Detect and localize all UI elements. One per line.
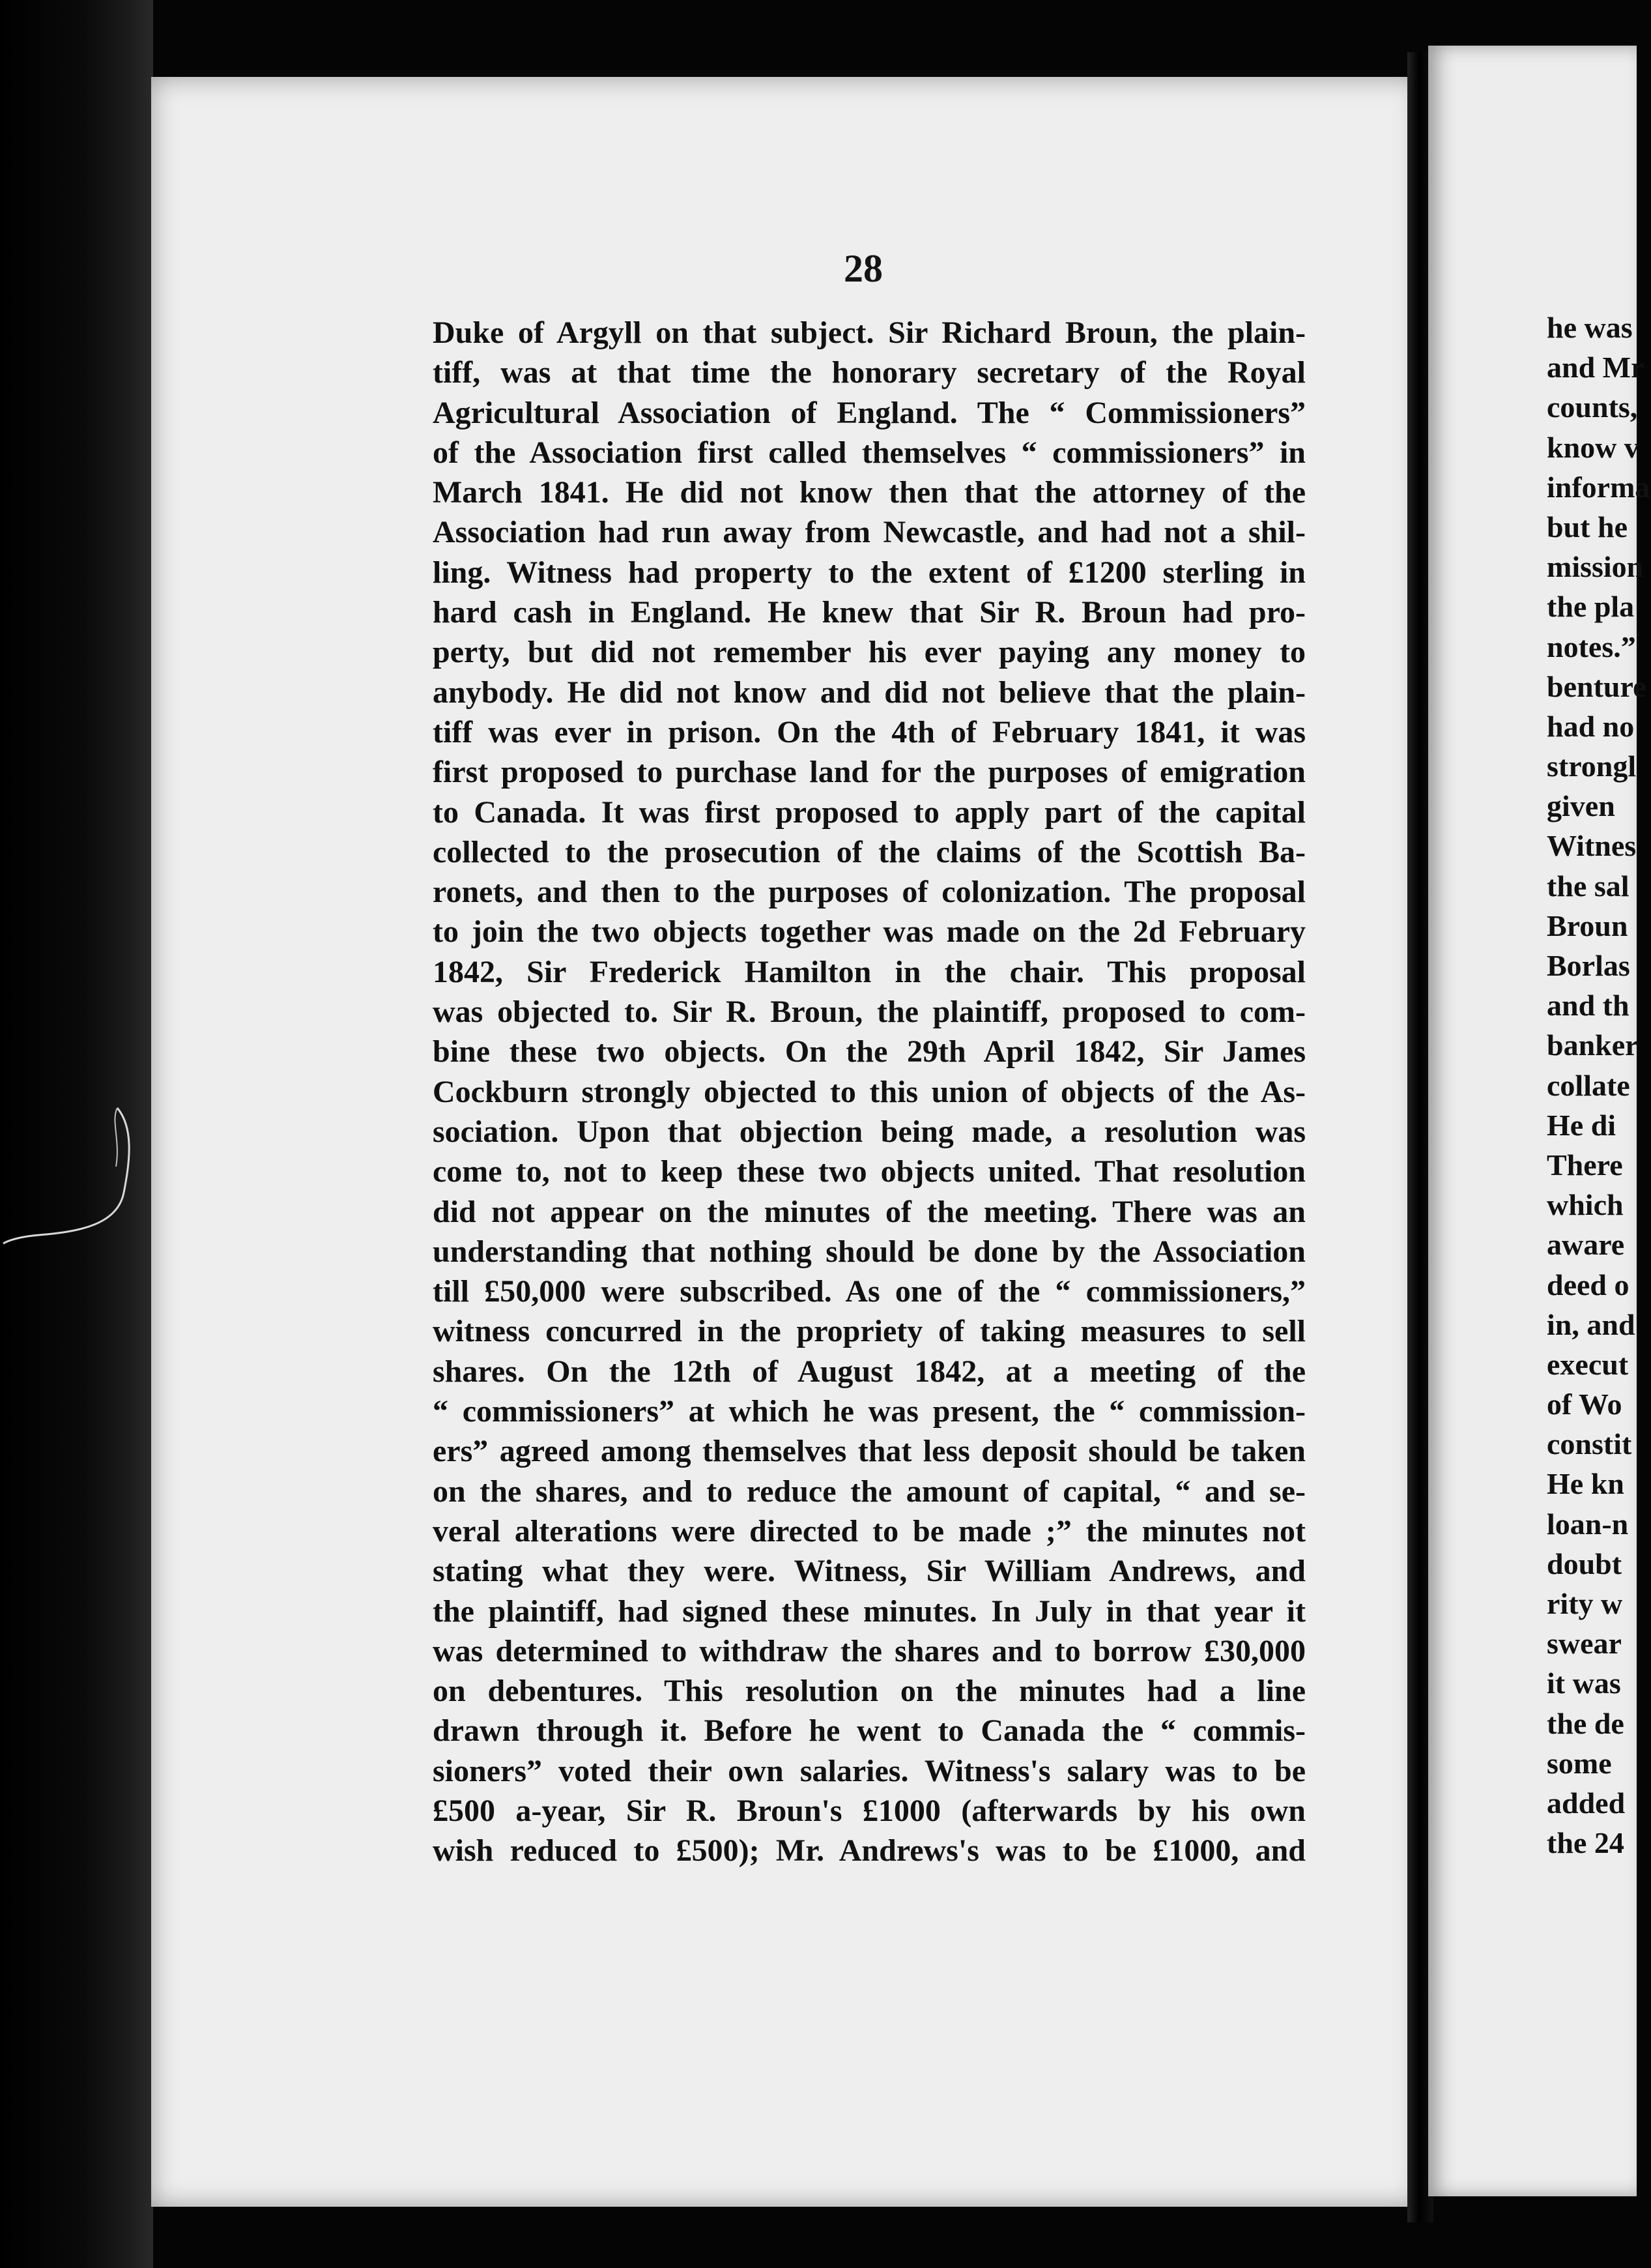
text-line: the plaintiff, had signed these minutes. In July in that year it — [433, 1593, 1306, 1629]
text-line: shares. On the 12th of August 1842, at a meeting of the — [433, 1354, 1306, 1389]
text-line: perty, but did not remember his ever paying any money to — [433, 635, 1306, 670]
text-line: £500 a-year, Sir R. Broun's £1000 (afterwards by his own — [433, 1793, 1306, 1828]
text-line: anybody. He did not know and did not believe that the plain- — [433, 675, 1306, 710]
facing-text-line: Borlas — [1547, 949, 1630, 982]
facing-text-line: the pla — [1547, 590, 1635, 624]
facing-text-line: which — [1547, 1188, 1624, 1222]
text-line: tiff, was at that time the honorary secretary of the Royal — [433, 355, 1306, 390]
text-line: witness concurred in the propriety of taking measures to sell — [433, 1314, 1306, 1349]
facing-text-line: and th — [1547, 989, 1629, 1023]
text-line: ling. Witness had property to the extent of £1200 sterling in — [433, 555, 1306, 590]
facing-text-line: some — [1547, 1746, 1612, 1780]
facing-page-text — [1547, 308, 1651, 1863]
page-number: 28 — [844, 247, 883, 290]
facing-text-line: Witnes — [1547, 829, 1637, 863]
text-line: understanding that nothing should be done by the Association — [433, 1234, 1306, 1269]
text-line: till £50,000 were subscribed. As one of the “ commissioners,” — [433, 1274, 1306, 1309]
facing-text-line: of Wo — [1547, 1388, 1622, 1421]
text-line: Cockburn strongly objected to this union of objects of the As- — [433, 1074, 1306, 1109]
text-line: to Canada. It was first proposed to apply part of the capital — [433, 794, 1306, 830]
facing-text-line: benture — [1547, 669, 1646, 703]
text-line: come to, not to keep these two objects united. That resolution — [433, 1154, 1306, 1189]
text-line: was objected to. Sir R. Broun, the plaintiff, proposed to com- — [433, 995, 1306, 1030]
page-body-text — [433, 313, 1306, 1871]
facing-text-line: the sal — [1547, 869, 1629, 903]
facing-text-line: counts, — [1547, 390, 1638, 424]
facing-text-line: deed o — [1547, 1268, 1629, 1301]
facing-text-line: doubt — [1547, 1547, 1622, 1580]
facing-text-line: had no — [1547, 709, 1635, 743]
facing-text-line: but he — [1547, 510, 1628, 544]
text-line: tiff was ever in prison. On the 4th of February 1841, it was — [433, 714, 1306, 749]
facing-text-line: loan-n — [1547, 1507, 1629, 1541]
facing-text-line: strongl — [1547, 749, 1637, 783]
facing-text-line: Broun — [1547, 909, 1628, 942]
facing-text-line: it was — [1547, 1666, 1621, 1700]
text-line: first proposed to purchase land for the purposes of emigration — [433, 755, 1306, 790]
text-line: collected to the prosecution of the claims of the Scottish Ba- — [433, 834, 1306, 869]
facing-text-line: He kn — [1547, 1467, 1624, 1501]
facing-text-line: swear — [1547, 1627, 1622, 1661]
facing-text-line: rity w — [1547, 1587, 1623, 1620]
text-line: did not appear on the minutes of the meeting. There was an — [433, 1194, 1306, 1229]
facing-text-line: added — [1547, 1786, 1626, 1820]
text-line: wish reduced to £500); Mr. Andrews's was to be £1000, and — [433, 1833, 1306, 1868]
text-line: on debentures. This resolution on the minutes had a line — [433, 1674, 1306, 1709]
facing-text-line: given — [1547, 789, 1615, 823]
facing-text-line: he was — [1547, 311, 1633, 344]
text-line: ronets, and then to the purposes of colonization. The proposal — [433, 875, 1306, 910]
facing-text-line: banker — [1547, 1028, 1639, 1062]
text-line: veral alterations were directed to be made ;” the minutes not — [433, 1513, 1306, 1548]
text-line: March 1841. He did not know then that the attorney of the — [433, 475, 1306, 510]
facing-text-line: execut — [1547, 1347, 1629, 1381]
text-line: on the shares, and to reduce the amount of capital, “ and se- — [433, 1474, 1306, 1509]
facing-text-line: the 24 — [1547, 1826, 1624, 1860]
text-line: ers” agreed among themselves that less deposit should be taken — [433, 1434, 1306, 1469]
text-line: Association had run away from Newcastle, and had not a shil- — [433, 515, 1306, 550]
text-line: of the Association first called themselves “ commissioners” in — [433, 435, 1306, 470]
text-line: stating what they were. Witness, Sir William Andrews, and — [433, 1554, 1306, 1589]
text-line: to join the two objects together was made on the 2d February — [433, 914, 1306, 950]
facing-text-line: the de — [1547, 1706, 1624, 1740]
text-line: “ commissioners” at which he was present, the “ commission- — [433, 1394, 1306, 1429]
text-line: 1842, Sir Frederick Hamilton in the chair. This proposal — [433, 954, 1306, 989]
facing-text-line: and Mr — [1547, 351, 1644, 385]
facing-text-line: mission — [1547, 550, 1644, 584]
facing-text-line: notes.” — [1547, 630, 1636, 663]
facing-text-line: aware — [1547, 1228, 1625, 1262]
facing-text-line: informa — [1547, 470, 1650, 504]
text-line: was determined to withdraw the shares and to borrow £30,000 — [433, 1633, 1306, 1668]
facing-text-line: in, and — [1547, 1307, 1635, 1341]
facing-text-line: He di — [1547, 1108, 1616, 1142]
text-line: Agricultural Association of England. The “ Commissioners” — [433, 395, 1306, 430]
text-line: sioners” voted their own salaries. Witness's salary was to be — [433, 1753, 1306, 1788]
facing-text-line: collate — [1547, 1068, 1630, 1102]
facing-text-line: There — [1547, 1148, 1623, 1182]
facing-text-line: know v — [1547, 430, 1639, 464]
text-line: bine these two objects. On the 29th April 1842, Sir James — [433, 1034, 1306, 1069]
text-line: Duke of Argyll on that subject. Sir Richard Broun, the plain- — [433, 315, 1306, 350]
text-line: hard cash in England. He knew that Sir R. Broun had pro- — [433, 595, 1306, 630]
binding-thread — [0, 1069, 163, 1264]
text-line: sociation. Upon that objection being made, a resolution was — [433, 1114, 1306, 1149]
facing-text-line: constit — [1547, 1427, 1632, 1461]
text-line: drawn through it. Before he went to Canada the “ commis- — [433, 1713, 1306, 1749]
